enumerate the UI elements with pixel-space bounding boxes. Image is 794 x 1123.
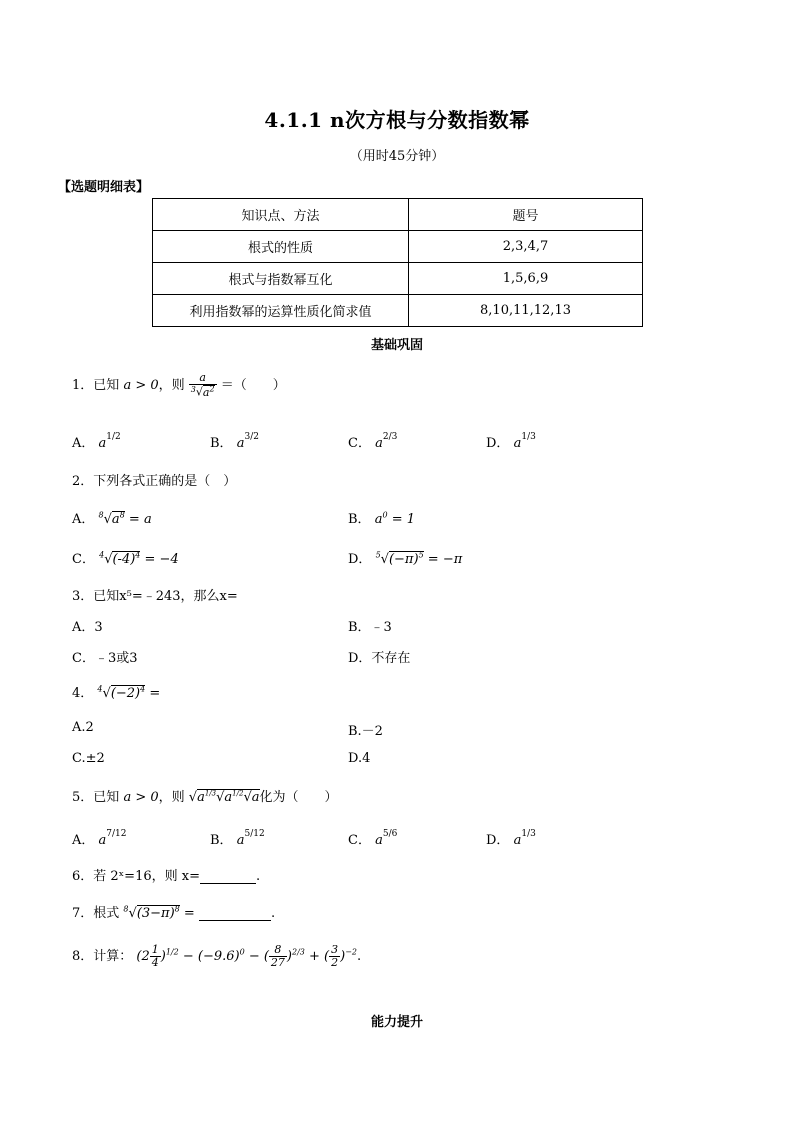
topic-table <box>152 198 643 327</box>
option-label: B． <box>348 512 371 527</box>
math-expr: $^8√(3-\pi)^8$ = <box>123 904 195 921</box>
question-2: 2．下列各式正确的是（ ） <box>72 474 237 489</box>
option-label: A． <box>72 436 95 451</box>
q1-option-c: C． $a^{2/3}$ <box>348 432 398 451</box>
option-label: B． <box>210 833 233 848</box>
table-header: 题号 <box>409 199 643 231</box>
q4-option-a: A.2 <box>72 720 94 735</box>
question-number: 1． <box>72 377 94 393</box>
question-text: ＝（ ） <box>220 377 286 393</box>
q5-option-a: A． $a^{7/12}$ <box>72 829 127 848</box>
table-header: 知识点、方法 <box>153 199 409 231</box>
question-3: 3．已知x⁵=﹣243，那么x= <box>72 589 238 604</box>
question-text: 8．计算： <box>72 949 133 965</box>
question-text: 6．若 2ˣ=16，则 x= <box>72 869 200 884</box>
table-row <box>153 295 643 327</box>
q4-option-d: D.4 <box>348 751 371 766</box>
q2-option-a: A． $^8√a^8 = a$ <box>72 510 152 527</box>
math-expr: $^4√(-2)^4$ = <box>97 684 161 701</box>
table-header-row <box>153 199 643 231</box>
math-expr: $√a^{1/3}√a^{1/2}√a$ <box>188 789 260 805</box>
option-label: A． <box>72 512 95 527</box>
question-text: 已知 <box>93 377 120 393</box>
page-title: 4.1.1 n次方根与分数指数幂 <box>264 108 530 132</box>
question-text: ，则 <box>158 377 185 393</box>
q4-option-c: C.±2 <box>72 751 105 766</box>
option-label: A． <box>72 833 95 848</box>
question-text: 化为（ ） <box>259 790 338 805</box>
table-cell: 2,3,4,7 <box>409 231 643 263</box>
question-text: ，则 <box>158 790 185 805</box>
q2-option-c: C． $^4√(-4)^4 = -4$ <box>72 550 179 567</box>
question-text: 已知 <box>93 790 120 805</box>
q2-option-d: D． $^5√(-\pi)^5 = -\pi$ <box>348 550 463 567</box>
q3-option-d: D．不存在 <box>348 651 411 666</box>
time-limit: （用时45分钟） <box>349 149 445 164</box>
question-text: . <box>270 906 276 921</box>
option-label: C． <box>72 552 95 567</box>
question-6 <box>72 865 260 884</box>
question-number: 5． <box>72 790 94 805</box>
question-text: 7．根式 <box>72 906 120 921</box>
question-text: . <box>356 949 362 965</box>
question-1 <box>72 372 286 399</box>
table-row <box>153 263 643 295</box>
option-label: D． <box>486 833 510 848</box>
option-label: C． <box>348 436 371 451</box>
answer-blank[interactable] <box>200 883 256 884</box>
q4-option-b: B.－2 <box>348 724 383 739</box>
question-text: . <box>255 869 261 884</box>
option-label: B． <box>210 436 233 451</box>
section-basic: 基础巩固 <box>370 338 423 353</box>
table-cell: 根式的性质 <box>153 231 409 263</box>
table-cell: 根式与指数幂互化 <box>153 263 409 295</box>
math-expr: a > 0 <box>123 377 159 393</box>
question-4 <box>72 682 160 701</box>
math-fraction: $\frac{a}{^3√a^2}$ <box>190 371 215 399</box>
question-8 <box>72 944 361 969</box>
option-label: D． <box>348 552 372 567</box>
table-cell: 利用指数幂的运算性质化简求值 <box>153 295 409 327</box>
q5-option-b: B． $a^{5/12}$ <box>210 829 265 848</box>
question-5 <box>72 786 338 805</box>
option-label: D． <box>486 436 510 451</box>
math-expr: (2 $\frac{1}{4}$ )$^{1/2} - (-9.6)^0$ − ( $\frac{8}{27}$ )$^{2/3}$ + ( $\frac{3}{2}$ )$^{-2}$ <box>136 943 357 970</box>
q1-option-b: B． $a^{3/2}$ <box>210 432 259 451</box>
q3-option-a: A．3 <box>72 620 103 635</box>
table-heading: 【选题明细表】 <box>58 180 150 195</box>
math-expr: a > 0 <box>123 790 159 805</box>
q3-option-b: B．﹣3 <box>348 620 392 635</box>
section-advanced: 能力提升 <box>370 1015 423 1030</box>
table-cell: 8,10,11,12,13 <box>409 295 643 327</box>
answer-blank[interactable] <box>199 920 271 921</box>
q1-option-a: A． $a^{1/2}$ <box>72 432 121 451</box>
table-cell: 1,5,6,9 <box>409 263 643 295</box>
question-number: 4． <box>72 686 94 701</box>
q1-option-d: D． $a^{1/3}$ <box>486 432 536 451</box>
q5-option-d: D． $a^{1/3}$ <box>486 829 536 848</box>
q2-option-b: B． $a^0 = 1$ <box>348 510 415 527</box>
q3-option-c: C．﹣3或3 <box>72 651 138 666</box>
question-7 <box>72 902 275 921</box>
option-label: C． <box>348 833 371 848</box>
q5-option-c: C． $a^{5/6}$ <box>348 829 398 848</box>
table-row <box>153 231 643 263</box>
